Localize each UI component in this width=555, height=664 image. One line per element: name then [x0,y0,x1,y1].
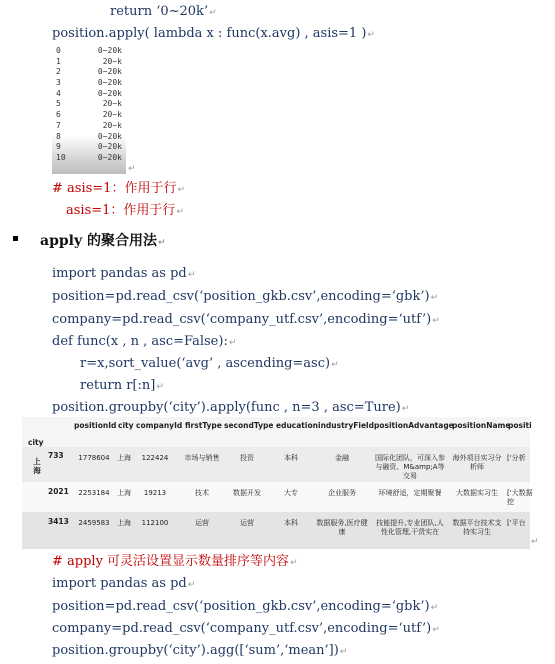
series-row [52,132,126,143]
table-cell: ['平台 [507,519,526,527]
column-header: firstType [185,421,222,430]
paragraph-mark: ↵ [187,270,196,280]
series-row [52,153,126,164]
table-cell: 数据开发 [233,489,261,497]
series-row [52,89,126,100]
code-groupby-apply: position.groupby(‘city’).apply(func , n=3 , asc=Ture)↵ [52,400,410,415]
table-cell: 数据平台技术支持实习生 [452,519,502,536]
row-index: 2021 [48,487,69,496]
paragraph-mark: ↵ [432,625,440,635]
series-row [52,78,126,89]
series-index: 4 [56,88,61,98]
table-cell: 大数据实习生 [456,489,498,497]
series-value: 20~k [102,120,122,130]
table-cell: 环境舒适，定期聚餐 [378,489,442,497]
paragraph-mark: ↵ [156,382,164,392]
column-header: city [118,421,134,430]
series-index: 5 [56,99,61,109]
paragraph-mark: ↵ [331,360,339,370]
series-row [52,46,126,57]
series-value: 0~20k [97,152,122,162]
paragraph-mark: ↵ [228,338,237,348]
paragraph-mark: ↵ [367,30,375,40]
column-header: companyId [136,421,183,430]
row-index: 3413 [48,517,69,526]
comment-asis-2: asis=1：作用于行↵ [66,203,184,218]
series-index: 1 [56,56,61,66]
paragraph-mark: ↵ [157,238,166,248]
table-row [22,515,530,547]
table-row [22,449,530,482]
column-header: positionName [452,421,511,430]
row-index: 733 [48,451,64,460]
series-value: 0~20k [97,46,122,55]
comment-asis-1: # asis=1：作用于行↵ [52,181,185,196]
table-cell: 技术 [195,489,209,497]
paragraph-mark: ↵ [176,207,184,217]
code-import-pd: import pandas as pd↵ [52,266,196,281]
series-value: 0~20k [97,78,122,88]
series-value: 20~k [102,110,122,120]
table-cell: 市场与销售 [184,454,220,462]
series-index: 6 [56,110,61,120]
paragraph-mark: ↵ [430,293,439,303]
paragraph-mark: ↵ [290,558,298,568]
column-header: positi [508,421,532,430]
paragraph-mark: ↵ [339,647,348,657]
column-header: industryField [318,421,374,430]
bullet-icon [13,236,18,241]
column-header: education [276,421,318,430]
table-cell: 国际化团队，可深入参与融资、M&amp;A等交易 [375,454,445,480]
code-return-range: return ‘0~20k’↵ [110,4,217,19]
table-cell: 企业服务 [328,489,356,497]
paragraph-mark: ↵ [432,316,440,326]
table-cell: 上海 [117,519,131,527]
table-row [22,485,533,512]
series-index: 2 [56,67,61,77]
column-header: secondType [224,421,274,430]
table-cell: 数据服务,医疗健康 [316,519,368,536]
code-return-rn: return r[:n]↵ [80,378,164,393]
paragraph-mark: ↵ [187,580,196,590]
column-header: positionAdvantage [374,421,454,430]
table-cell: ['大数据挖 [507,489,533,506]
table-cell: 海外项目实习分析师 [452,454,502,471]
table-cell: 2459583 [78,519,110,527]
series-index: 7 [56,120,61,130]
series-row [52,57,126,68]
series-index: 9 [56,142,61,152]
series-index: 0 [56,46,61,55]
paragraph-mark: ↵ [177,185,185,195]
code-read-position: position=pd.read_csv(‘position_gkb.csv’,encoding=‘gbk’)↵ [52,289,439,304]
series-value: 0~20k [97,131,122,141]
table-cell: ['分析 [507,454,526,462]
table-cell: 上海 [117,454,131,462]
series-row [52,121,126,132]
paragraph-mark: ↵ [128,164,136,174]
series-index: 8 [56,131,61,141]
table-cell: 本科 [284,519,298,527]
code-read-company: company=pd.read_csv(‘company_utf.csv’,encoding=‘utf’)↵ [52,312,440,327]
series-row [52,67,126,78]
series-value: 20~k [102,56,122,66]
table-cell: 2253184 [78,489,110,497]
paragraph-mark: ↵ [209,8,217,18]
series-value: 0~20k [97,142,122,152]
table-cell: 金融 [335,454,349,462]
group-label: 上海 [33,457,41,475]
series-row [52,99,126,110]
table-cell: 大专 [284,489,298,497]
table-cell: 本科 [284,454,298,462]
section-heading: apply 的聚合用法↵ [40,233,166,249]
table-cell: 运营 [240,519,254,527]
code-read-company-2: company=pd.read_csv(‘company_utf.csv’,encoding=‘utf’)↵ [52,621,440,636]
code-apply-lambda: position.apply( lambda x : func(x.avg) , asis=1 )↵ [52,26,375,41]
paragraph-mark: ↵ [401,404,410,414]
column-header: positionId [74,421,117,430]
code-groupby-agg: position.groupby(‘city’).agg([‘sum’,‘mean’])↵ [52,643,348,658]
table-cell: 技能提升,专业团队,人性化管理,干货实在 [376,519,444,536]
series-value: 0~20k [97,67,122,77]
series-value: 0~20k [97,88,122,98]
code-import-pd-2: import pandas as pd↵ [52,576,196,591]
code-sort-value: r=x,sort_value(‘avg’ , ascending=asc)↵ [80,356,339,371]
code-def-func: def func(x , n , asc=False):↵ [52,334,237,349]
table-cell: 运营 [195,519,209,527]
series-index: 10 [56,152,66,162]
paragraph-mark: ↵ [430,603,439,613]
series-index: 3 [56,78,61,88]
series-row [52,110,126,121]
table-cell: 上海 [117,489,131,497]
table-cell: 投资 [240,454,254,462]
paragraph-mark: ↵ [531,537,539,547]
series-output [52,46,126,174]
series-value: 20~k [102,99,122,109]
comment-apply: # apply 可灵活设置显示数量排序等内容↵ [52,554,298,569]
table-cell: 1778604 [78,454,110,462]
table-cell: 112100 [141,519,169,527]
table-cell: 122424 [141,454,169,462]
table-cell: 19213 [143,489,167,497]
index-name: city [28,438,44,447]
dataframe-output [22,417,533,549]
series-row [52,142,126,153]
code-read-position-2: position=pd.read_csv(‘position_gkb.csv’,encoding=‘gbk’)↵ [52,599,439,614]
